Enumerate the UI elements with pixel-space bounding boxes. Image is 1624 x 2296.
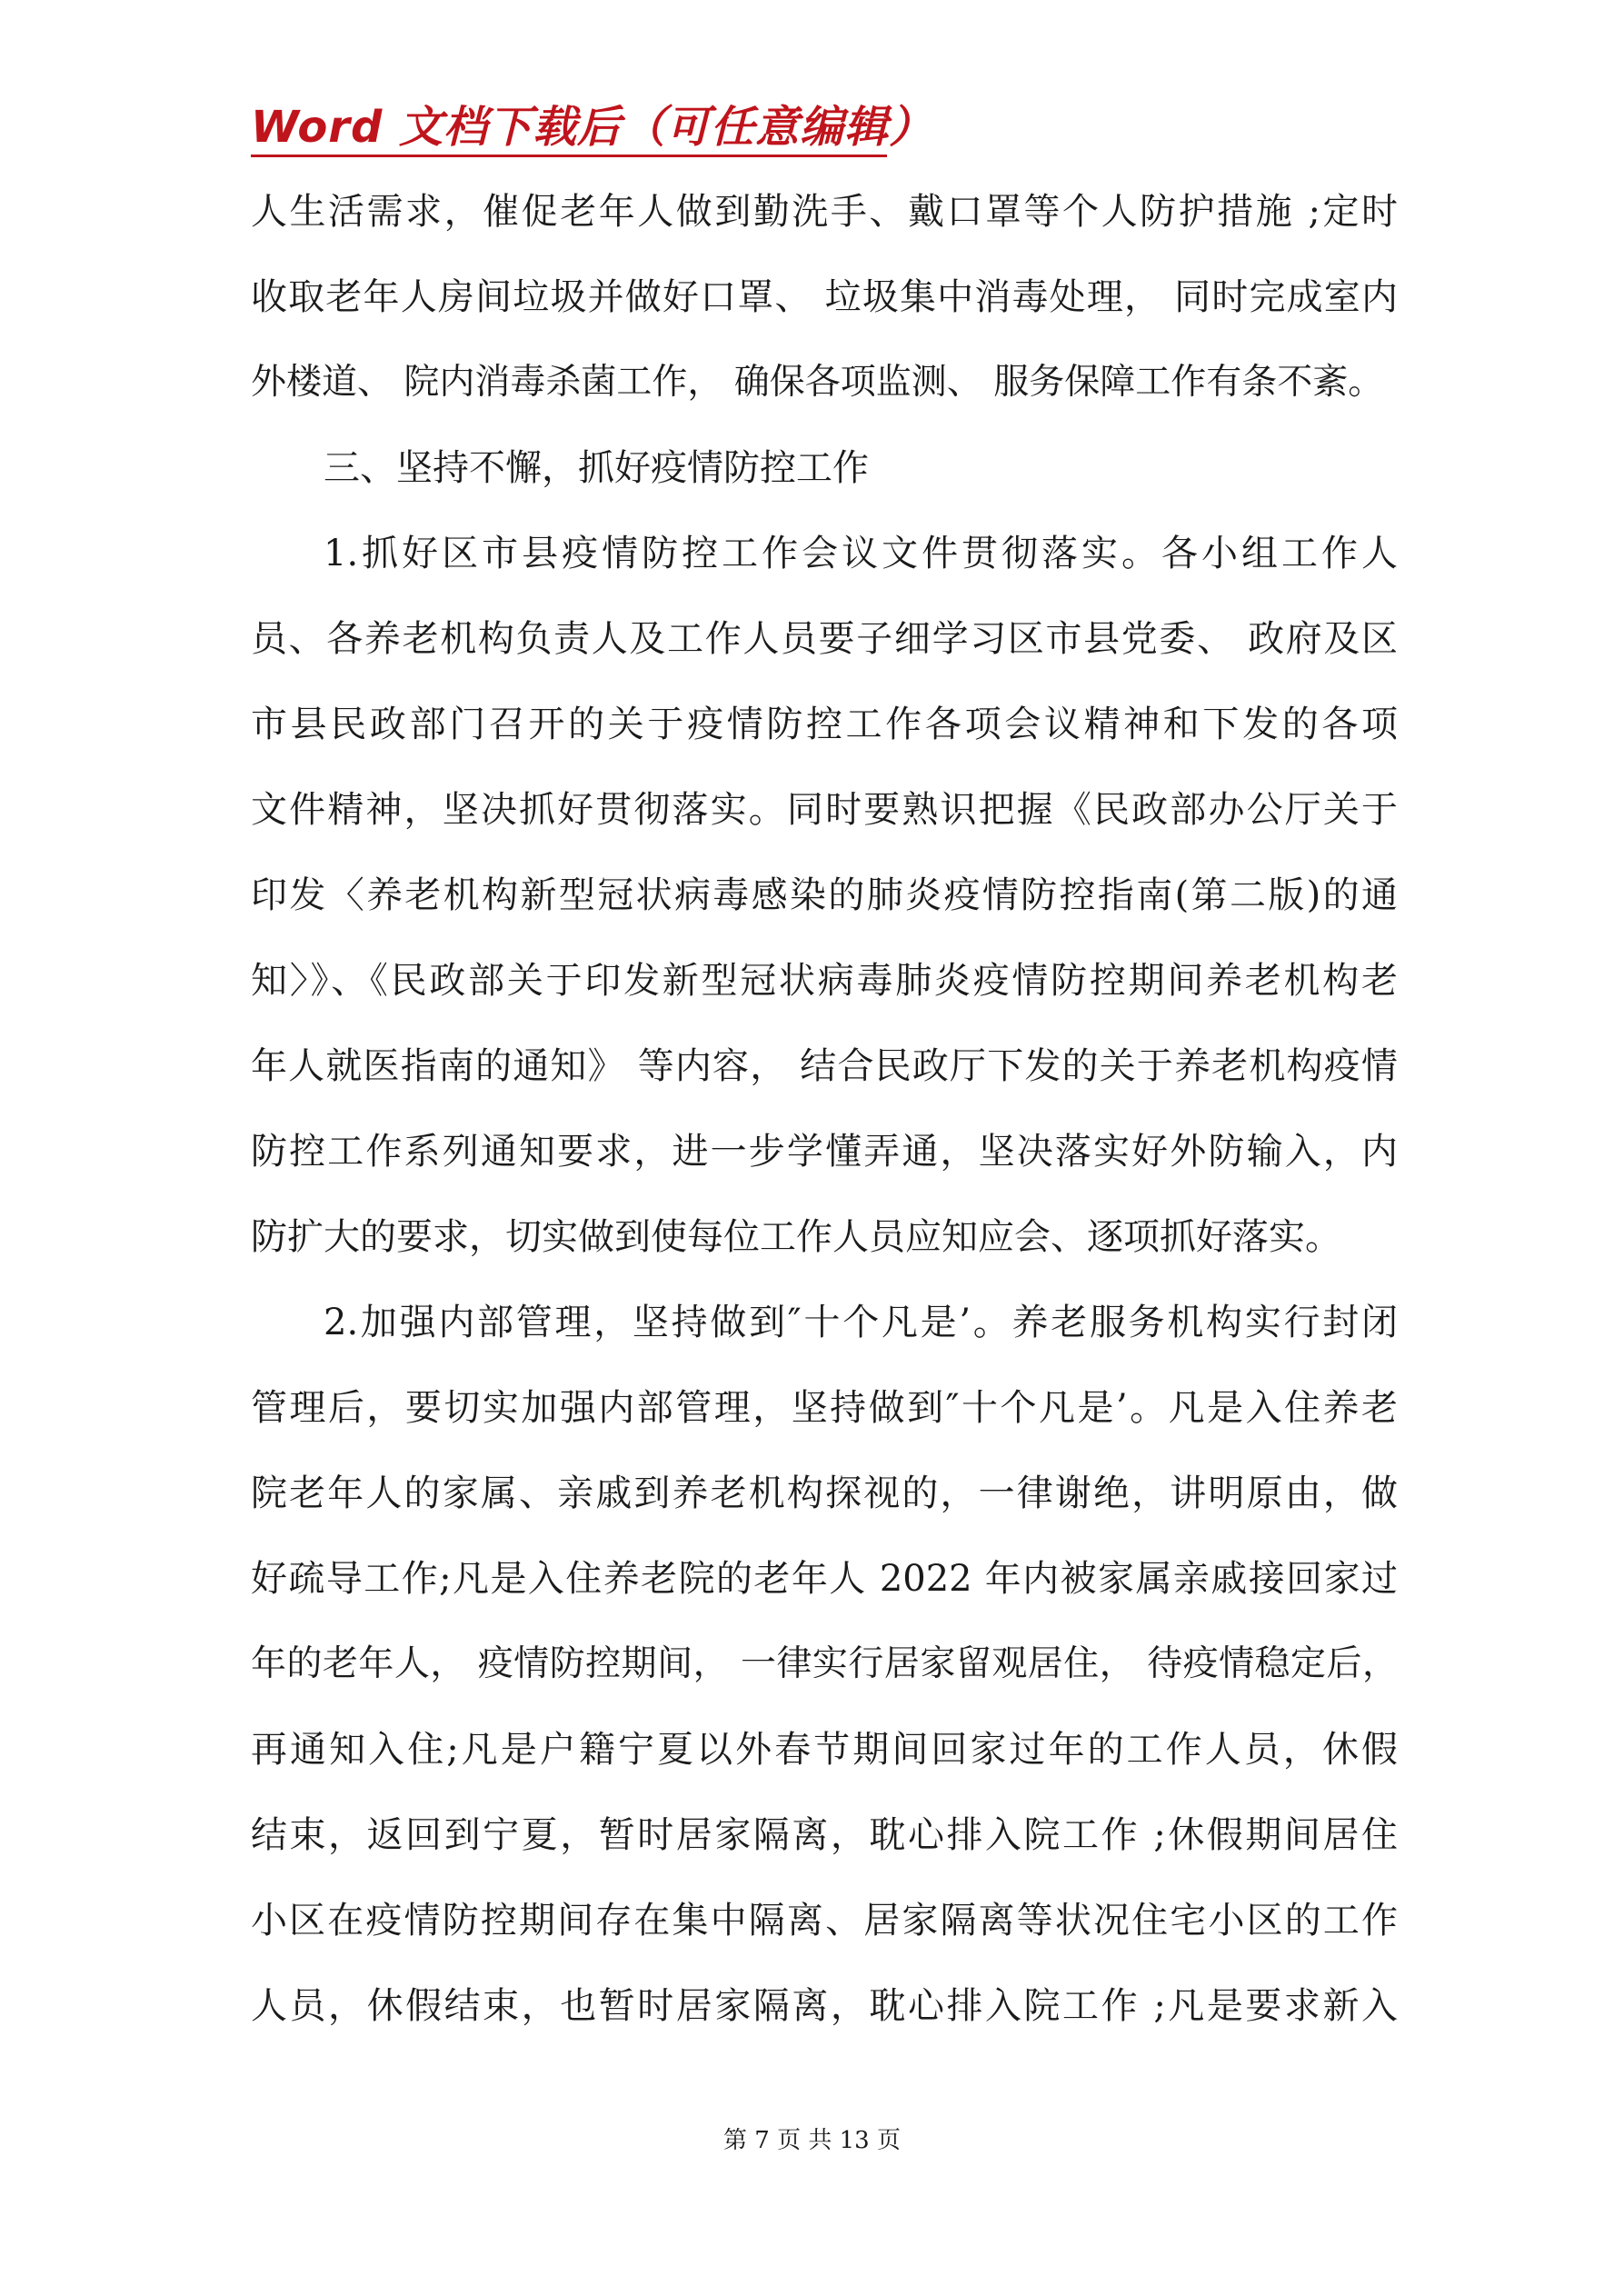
body-line: 人生活需求，催促老年人做到勤洗手、戴口罩等个人防护措施 ;定时 — [251, 191, 1398, 233]
body-line: 人员，休假结束，也暂时居家隔离，耽心排入院工作 ;凡是要求新入 — [251, 1985, 1398, 2027]
body-line: 年的老年人， 疫情防控期间， 一律实行居家留观居住， 待疫情稳定后， — [251, 1643, 1398, 1684]
body-line: 管理后，要切实加强内部管理，坚持做到″十个凡是’。凡是入住养老 — [251, 1387, 1398, 1429]
body-line: 收取老年人房间垃圾并做好口罩、 垃圾集中消毒处理， 同时完成室内 — [251, 276, 1398, 318]
body-line: 员、各养老机构负责人及工作人员要子细学习区市县党委、 政府及区 — [251, 618, 1398, 660]
body-line: 外楼道、 院内消毒杀菌工作， 确保各项监测、 服务保障工作有条不紊。 — [251, 362, 1384, 403]
document-body — [251, 169, 1398, 2049]
document-header — [251, 102, 934, 158]
body-line: 小区在疫情防控期间存在集中隔离、居家隔离等状况住宅小区的工作 — [251, 1900, 1398, 1942]
body-line: 1.抓好区市县疫情防控工作会议文件贯彻落实。各小组工作人 — [324, 533, 1398, 574]
body-line: 三、坚持不懈，抓好疫情防控工作 — [324, 447, 869, 489]
body-line: 院老年人的家属、亲戚到养老机构探视的，一律谢绝，讲明原由，做 — [251, 1472, 1398, 1514]
body-line: 文件精神，坚决抓好贯彻落实。同时要熟识把握《民政部办公厅关于 — [251, 789, 1398, 831]
body-line: 年人就医指南的通知》 等内容， 结合民政厅下发的关于养老机构疫情 — [251, 1045, 1398, 1087]
body-line: 市县民政部门召开的关于疫情防控工作各项会议精神和下发的各项 — [251, 704, 1398, 745]
header-title: Word 文档下载后（可任意编辑） — [251, 102, 934, 153]
body-line: 印发〈养老机构新型冠状病毒感染的肺炎疫情防控指南(第二版)的通 — [251, 874, 1398, 916]
body-line: 知〉》、《民政部关于印发新型冠状病毒肺炎疫情防控期间养老机构老 — [251, 960, 1398, 1002]
body-line: 再通知入住;凡是户籍宁夏以外春节期间回家过年的工作人员，休假 — [251, 1729, 1398, 1771]
body-line: 防控工作系列通知要求，进一步学懂弄通，坚决落实好外防输入，内 — [251, 1131, 1398, 1173]
header-rule — [251, 155, 887, 157]
page-footer: 第 7 页 共 13 页 — [723, 2127, 901, 2154]
body-line: 2.加强内部管理，坚持做到″十个凡是’。养老服务机构实行封闭 — [324, 1302, 1398, 1343]
body-line: 好疏导工作;凡是入住养老院的老年人 2022 年内被家属亲戚接回家过 — [251, 1558, 1398, 1600]
body-line: 结束，返回到宁夏，暂时居家隔离，耽心排入院工作 ;休假期间居住 — [251, 1814, 1398, 1856]
body-line: 防扩大的要求，切实做到使每位工作人员应知应会、逐项抓好落实。 — [251, 1216, 1341, 1258]
